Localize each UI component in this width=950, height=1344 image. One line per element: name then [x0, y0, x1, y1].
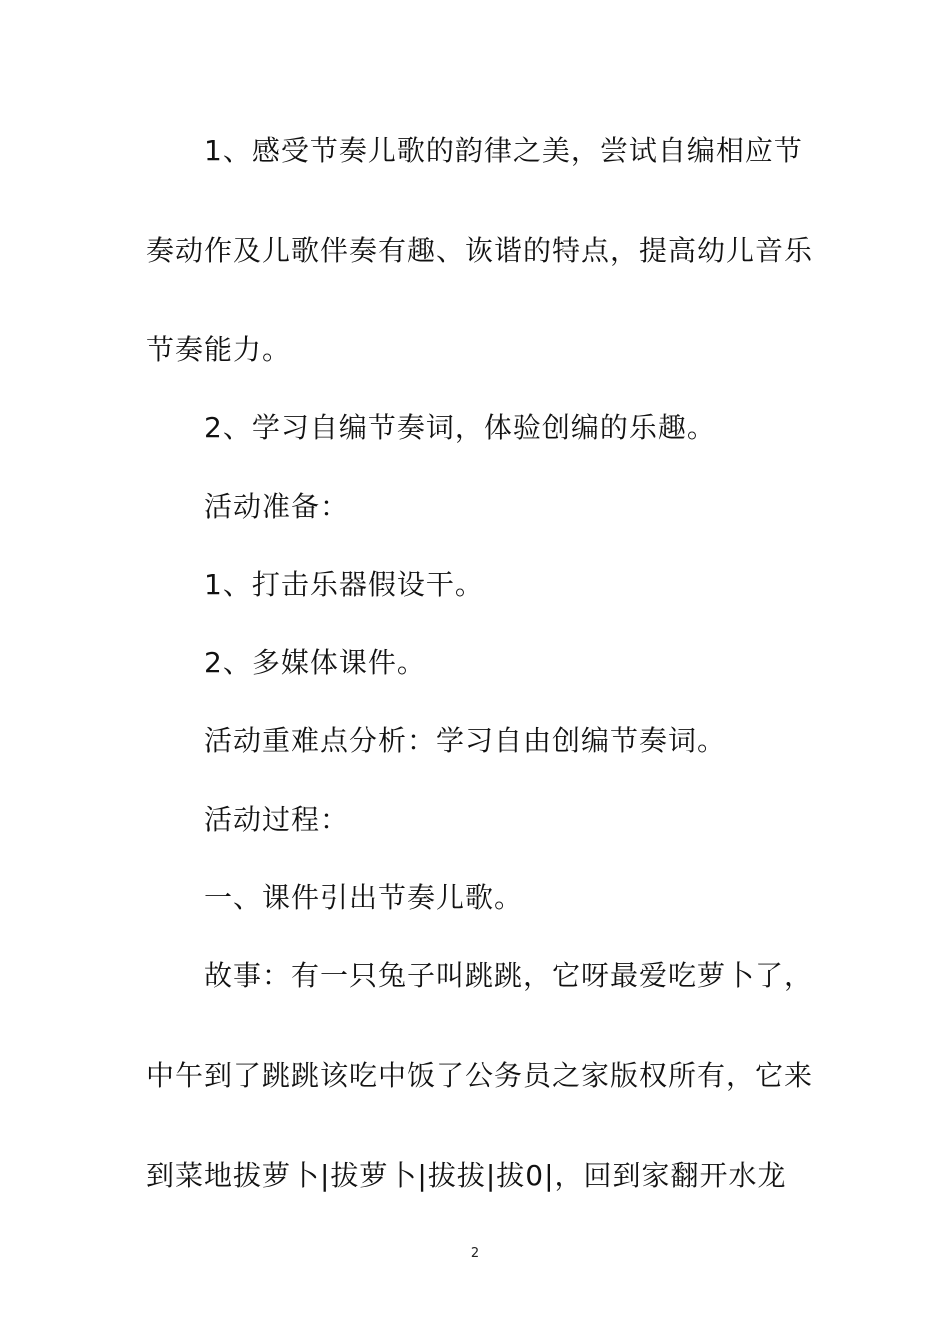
section-heading: 一、课件引出节奏儿歌。	[204, 881, 524, 914]
text-line: 节奏能力。	[146, 333, 292, 366]
list-item: 2、多媒体课件。	[204, 646, 426, 679]
page-number: 2	[470, 1246, 480, 1261]
section-heading: 活动过程：	[204, 803, 350, 836]
text-line: 1、感受节奏儿歌的韵律之美，尝试自编相应节	[204, 134, 803, 167]
text-line: 故事：有一只兔子叫跳跳，它呀最爱吃萝卜了，	[204, 959, 814, 992]
list-item: 1、打击乐器假设干。	[204, 568, 484, 601]
text-line: 2、学习自编节奏词，体验创编的乐趣。	[204, 411, 716, 444]
section-heading: 活动准备：	[204, 490, 350, 523]
text-line: 活动重难点分析：学习自由创编节奏词。	[204, 724, 727, 757]
text-line: 到菜地拔萝卜|拔萝卜|拔拔|拔0|，回到家翻开水龙	[146, 1159, 787, 1192]
text-line: 中午到了跳跳该吃中饭了公务员之家版权所有，它来	[146, 1059, 814, 1092]
text-line: 奏动作及儿歌伴奏有趣、诙谐的特点，提高幼儿音乐	[146, 234, 814, 267]
